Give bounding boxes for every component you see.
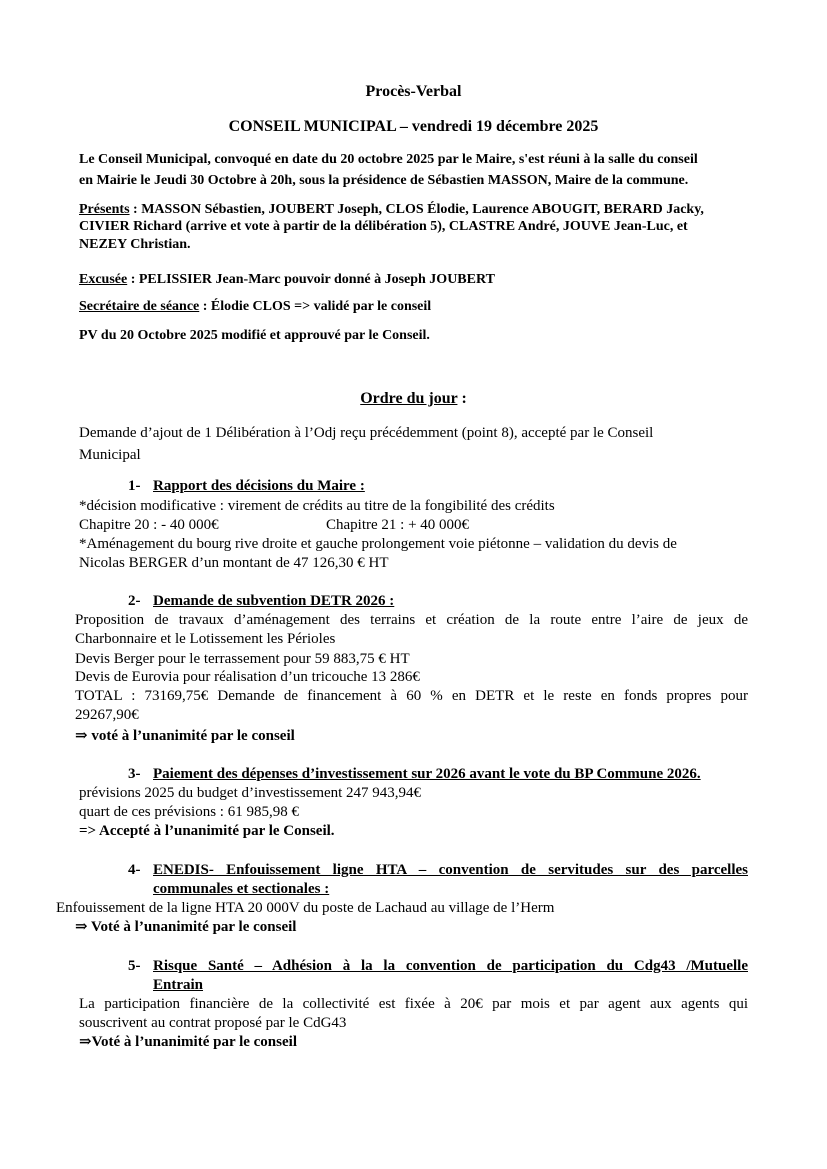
item-2-number: 2-	[128, 593, 141, 609]
presents-line-3: NEZEY Christian.	[79, 237, 191, 252]
item-4-title-line-2: communales et sectionales :	[153, 881, 330, 897]
item-2-line-1: Proposition de travaux d’aménagement des terrains et création de la route entre l’aire de jeux de	[75, 612, 748, 628]
item-2-line-4: Devis de Eurovia pour réalisation d’un tricouche 13 286€	[75, 669, 420, 685]
item-1-line-1: *décision modificative : virement de crédits au titre de la fongibilité des crédits	[79, 498, 555, 514]
pv-approval: PV du 20 Octobre 2025 modifié et approuvé par le Conseil.	[79, 328, 430, 343]
item-4-vote: ⇒ Voté à l’unanimité par le conseil	[75, 919, 297, 935]
intro-line-1: Le Conseil Municipal, convoqué en date du 20 octobre 2025 par le Maire, s'est réuni à la salle du conseil	[79, 152, 698, 167]
excusee-text: : PELISSIER Jean-Marc pouvoir donné à Joseph JOUBERT	[127, 272, 495, 287]
item-5-line-2: souscrivent au contrat proposé par le CdG43	[79, 1015, 347, 1031]
item-2-line-6: 29267,90€	[75, 707, 139, 723]
item-3-number: 3-	[128, 766, 141, 782]
intro-line-2: en Mairie le Jeudi 30 Octobre à 20h, sous la présidence de Sébastien MASSON, Maire de la commune.	[79, 173, 689, 188]
item-2-line-3: Devis Berger pour le terrassement pour 59 883,75 € HT	[75, 651, 410, 667]
item-5-line-1: La participation financière de la collectivité est fixée à 20€ par mois et par agent aux agents qui	[79, 996, 748, 1012]
excusee-label: Excusée	[79, 272, 128, 287]
item-5-title-line-2: Entrain	[153, 977, 204, 993]
presents-text-1: : MASSON Sébastien, JOUBERT Joseph, CLOS Élodie, Laurence ABOUGIT, BERARD Jacky,	[129, 202, 704, 217]
item-2-line-2: Charbonnaire et le Lotissement les Périoles	[75, 631, 336, 647]
item-2-line-5: TOTAL : 73169,75€ Demande de financement à 60 % en DETR et le reste en fonds propres pour	[75, 688, 748, 704]
item-5-title-line-1: Risque Santé – Adhésion à la la convention de participation du Cdg43 /Mutuelle	[153, 958, 748, 974]
agenda-intro-line-2: Municipal	[79, 447, 141, 463]
item-2-title: Demande de subvention DETR 2026 :	[153, 593, 395, 609]
item-1-line-3: *Aménagement du bourg rive droite et gauche prolongement voie piétonne – validation du devis de	[79, 536, 677, 552]
secretaire-label: Secrétaire de séance	[79, 299, 200, 314]
item-4-line-1: Enfouissement de la ligne HTA 20 000V du poste de Lachaud au village de l’Herm	[56, 900, 555, 916]
item-3-title: Paiement des dépenses d’investissement sur 2026 avant le vote du BP Commune 2026.	[153, 766, 701, 782]
item-2-vote: ⇒ voté à l’unanimité par le conseil	[75, 728, 295, 744]
agenda-intro-line-1: Demande d’ajout de 1 Délibération à l’Odj reçu précédemment (point 8), accepté par le Conseil	[79, 425, 654, 441]
item-3-line-1: prévisions 2025 du budget d’investissement 247 943,94€	[79, 785, 422, 801]
secretaire-text: : Élodie CLOS => validé par le conseil	[199, 299, 432, 314]
item-1-chapitre-21: Chapitre 21 : + 40 000€	[326, 517, 470, 533]
item-5-number: 5-	[128, 958, 141, 974]
item-4-title-line-1: ENEDIS- Enfouissement ligne HTA – convention de servitudes sur des parcelles	[153, 862, 748, 878]
item-5-vote: ⇒Voté à l’unanimité par le conseil	[79, 1034, 297, 1050]
item-1-number: 1-	[128, 478, 141, 494]
document-subtitle: CONSEIL MUNICIPAL – vendredi 19 décembre 2025	[228, 118, 599, 135]
item-1-line-4: Nicolas BERGER d’un montant de 47 126,30 € HT	[79, 555, 389, 571]
agenda-title: Ordre du jour	[360, 390, 458, 407]
item-3-vote: => Accepté à l’unanimité par le Conseil.	[79, 823, 335, 839]
presents-line-2: CIVIER Richard (arrive et vote à partir de la délibération 5), CLASTRE André, JOUVE Jean-Luc, et	[79, 219, 688, 234]
secretaire-line	[79, 298, 431, 316]
item-4-number: 4-	[128, 862, 141, 878]
document-title: Procès-Verbal	[365, 83, 462, 100]
item-3-line-2: quart de ces prévisions : 61 985,98 €	[79, 804, 299, 820]
agenda-heading	[0, 389, 827, 409]
excusee-line	[79, 271, 495, 289]
presents-line-1	[79, 201, 704, 219]
presents-label: Présents	[79, 202, 130, 217]
agenda-title-suffix: :	[457, 390, 467, 407]
item-1-title: Rapport des décisions du Maire :	[153, 478, 365, 494]
item-1-chapitre-20: Chapitre 20 : - 40 000€	[79, 517, 219, 533]
